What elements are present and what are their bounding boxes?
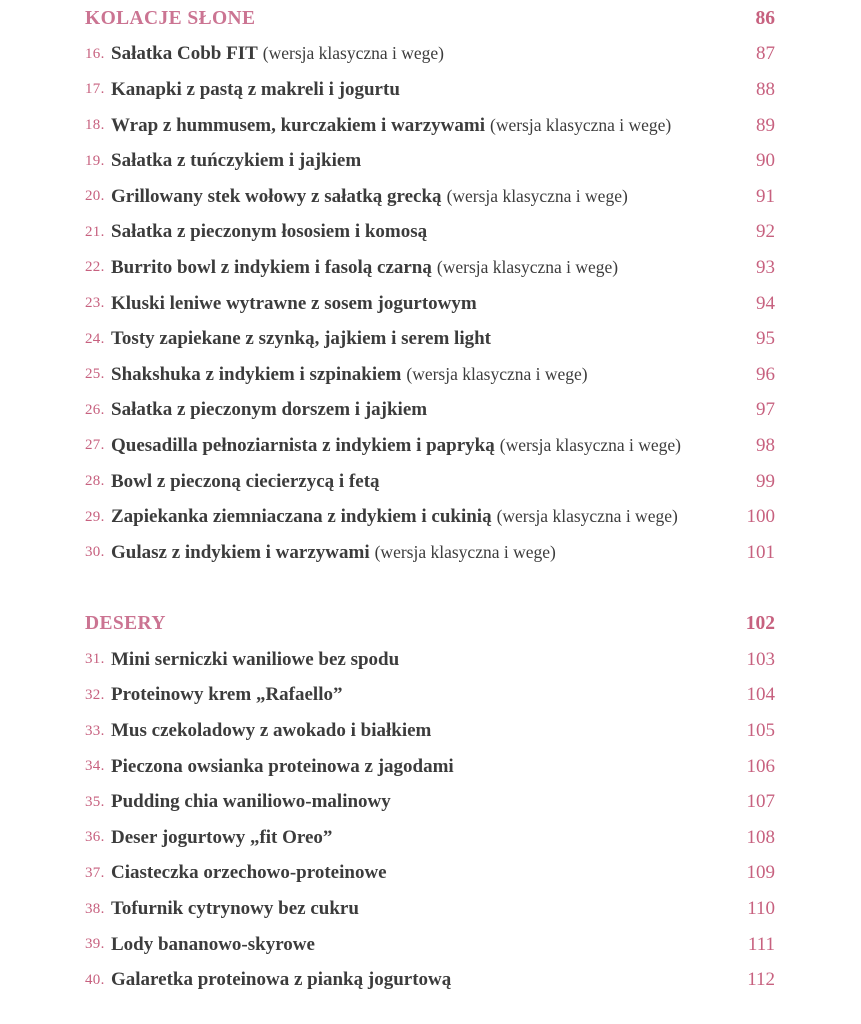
entry-page-number: 97 — [756, 399, 775, 421]
toc-entry — [85, 357, 775, 393]
entry-page-number: 88 — [756, 78, 775, 100]
entry-number: 36. — [85, 829, 105, 846]
toc-entry — [85, 856, 775, 892]
entry-number: 31. — [85, 651, 105, 668]
entry-page-number: 106 — [746, 755, 775, 777]
toc-entry — [85, 179, 775, 215]
entry-title: Kanapki z pastą z makreli i jogurtu — [111, 78, 400, 100]
entry-page-number: 105 — [746, 720, 775, 742]
entry-title: Shakshuka z indykiem i szpinakiem — [111, 363, 402, 385]
toc-entry — [85, 962, 775, 998]
toc-entry — [85, 535, 775, 571]
entry-variant-note: (wersja klasyczna i wege) — [374, 541, 556, 562]
entry-title: Sałatka Cobb FIT — [111, 43, 258, 65]
entry-title-wrap — [111, 79, 748, 101]
entry-title-wrap — [111, 542, 739, 564]
section-title: DESERY — [85, 613, 166, 635]
entry-number: 24. — [85, 330, 105, 347]
entry-title: Tofurnik cytrynowy bez cukru — [111, 898, 359, 920]
entry-title: Pieczona owsianka proteinowa z jagodami — [111, 755, 454, 777]
entry-page-number: 90 — [756, 150, 775, 172]
entry-variant-note: (wersja klasyczna i wege) — [499, 434, 681, 455]
entry-title-wrap — [111, 720, 739, 742]
entry-number: 35. — [85, 793, 105, 810]
entry-title: Bowl z pieczoną ciecierzycą i fetą — [111, 470, 380, 492]
entry-number: 33. — [85, 722, 105, 739]
entry-title: Galaretka proteinowa z pianką jogurtową — [111, 969, 452, 991]
section-items — [85, 37, 775, 571]
entry-page-number: 92 — [756, 221, 775, 243]
toc-entry — [85, 72, 775, 108]
entry-title-wrap — [111, 898, 739, 920]
entry-number: 18. — [85, 117, 105, 134]
entry-title: Burrito bowl z indykiem i fasolą czarną — [111, 256, 432, 278]
section-page-number: 86 — [755, 7, 775, 29]
toc-entry — [85, 215, 775, 251]
entry-number: 26. — [85, 401, 105, 418]
entry-number: 30. — [85, 544, 105, 561]
entry-number: 27. — [85, 437, 105, 454]
entry-variant-note: (wersja klasyczna i wege) — [496, 506, 678, 527]
entry-title-wrap — [111, 257, 748, 279]
toc-entry — [85, 393, 775, 429]
entry-number: 17. — [85, 81, 105, 98]
entry-title: Wrap z hummusem, kurczakiem i warzywami — [111, 114, 485, 136]
entry-variant-note: (wersja klasyczna i wege) — [262, 43, 445, 64]
entry-page-number: 95 — [756, 328, 775, 350]
toc-entry — [85, 749, 775, 785]
entry-title-wrap — [111, 471, 748, 493]
entry-title: Tosty zapiekane z szynką, jajkiem i serem light — [111, 328, 491, 350]
entry-title: Proteinowy krem „Rafaello” — [111, 684, 343, 706]
entry-title-wrap — [111, 293, 748, 315]
toc-section — [85, 607, 775, 999]
entry-page-number: 93 — [756, 256, 775, 278]
entry-number: 34. — [85, 758, 105, 775]
toc-entry — [85, 820, 775, 856]
toc-entry — [85, 678, 775, 714]
entry-title: Zapiekanka ziemniaczana z indykiem i cukinią — [111, 506, 492, 528]
section-header-row — [85, 1, 775, 37]
entry-title: Sałatka z pieczonym łososiem i komosą — [111, 221, 428, 243]
entry-number: 28. — [85, 473, 105, 490]
entry-number: 23. — [85, 295, 105, 312]
entry-page-number: 101 — [746, 541, 775, 563]
entry-title: Kluski leniwe wytrawne z sosem jogurtowym — [111, 292, 477, 314]
entry-title: Deser jogurtowy „fit Oreo” — [111, 826, 333, 848]
toc-entry — [85, 784, 775, 820]
entry-title: Mus czekoladowy z awokado i białkiem — [111, 720, 432, 742]
toc-section — [85, 1, 775, 571]
entry-number: 32. — [85, 686, 105, 703]
entry-page-number: 100 — [746, 506, 775, 528]
toc-entry — [85, 642, 775, 678]
entry-page-number: 96 — [756, 363, 775, 385]
entry-variant-note: (wersja klasyczna i wege) — [446, 185, 628, 206]
toc-entry — [85, 286, 775, 322]
entry-variant-note: (wersja klasyczna i wege) — [406, 363, 588, 384]
entry-title-wrap — [111, 684, 739, 706]
entry-page-number: 94 — [756, 292, 775, 314]
entry-title-wrap — [111, 756, 739, 778]
toc-entry — [85, 713, 775, 749]
entry-number: 20. — [85, 188, 105, 205]
entry-title-wrap — [111, 791, 739, 813]
section-title: KOLACJE SŁONE — [85, 7, 256, 29]
entry-page-number: 109 — [746, 862, 775, 884]
entry-title-wrap — [111, 934, 740, 956]
entry-title-wrap — [111, 150, 748, 172]
entry-title-wrap — [111, 435, 748, 457]
entry-title-wrap — [111, 649, 739, 671]
entry-number: 16. — [85, 45, 105, 62]
toc-entry — [85, 37, 775, 73]
entry-title-wrap — [111, 43, 748, 65]
entry-page-number: 104 — [746, 684, 775, 706]
entry-page-number: 87 — [756, 43, 775, 65]
entry-number: 37. — [85, 864, 105, 881]
entry-title-wrap — [111, 399, 748, 421]
entry-variant-note: (wersja klasyczna i wege) — [490, 114, 672, 135]
entry-page-number: 110 — [747, 898, 775, 920]
entry-title: Lody bananowo-skyrowe — [111, 933, 315, 955]
entry-title-wrap — [111, 186, 748, 208]
toc-entry — [85, 891, 775, 927]
entry-page-number: 91 — [756, 185, 775, 207]
section-items — [85, 642, 775, 998]
entry-number: 40. — [85, 971, 105, 988]
toc-entry — [85, 428, 775, 464]
entry-number: 38. — [85, 900, 105, 917]
entry-number: 25. — [85, 366, 105, 383]
section-header-row — [85, 607, 775, 643]
entry-title-wrap — [111, 364, 748, 386]
entry-title-wrap — [111, 506, 739, 528]
entry-number: 22. — [85, 259, 105, 276]
entry-title: Quesadilla pełnoziarnista z indykiem i papryką — [111, 434, 495, 456]
toc-entry — [85, 321, 775, 357]
entry-title: Sałatka z pieczonym dorszem i jajkiem — [111, 399, 428, 421]
toc-entry — [85, 108, 775, 144]
entry-page-number: 108 — [746, 826, 775, 848]
entry-title-wrap — [111, 328, 748, 350]
entry-number: 21. — [85, 223, 105, 240]
entry-number: 39. — [85, 936, 105, 953]
entry-number: 29. — [85, 508, 105, 525]
entry-page-number: 89 — [756, 114, 775, 136]
toc-sections-container — [85, 1, 775, 998]
toc-entry — [85, 927, 775, 963]
entry-variant-note: (wersja klasyczna i wege) — [436, 256, 619, 277]
entry-title-wrap — [111, 827, 739, 849]
entry-page-number: 112 — [747, 969, 775, 991]
toc-entry — [85, 499, 775, 535]
entry-title: Mini serniczki waniliowe bez spodu — [111, 648, 400, 670]
entry-title-wrap — [111, 221, 748, 243]
entry-title-wrap — [111, 862, 739, 884]
entry-title: Ciasteczka orzechowo-proteinowe — [111, 862, 387, 884]
toc-entry — [85, 250, 775, 286]
toc-entry — [85, 143, 775, 179]
entry-number: 19. — [85, 152, 105, 169]
entry-title: Sałatka z tuńczykiem i jajkiem — [111, 150, 362, 172]
toc-entry — [85, 464, 775, 500]
section-page-number: 102 — [745, 613, 775, 635]
entry-title: Gulasz z indykiem i warzywami — [111, 541, 370, 563]
entry-title-wrap — [111, 115, 748, 137]
entry-title-wrap — [111, 969, 739, 991]
entry-title: Grillowany stek wołowy z sałatką grecką — [111, 185, 442, 207]
entry-page-number: 111 — [747, 933, 775, 955]
entry-page-number: 98 — [756, 434, 775, 456]
entry-page-number: 103 — [746, 648, 775, 670]
entry-page-number: 99 — [756, 470, 775, 492]
entry-page-number: 107 — [746, 791, 775, 813]
entry-title: Pudding chia waniliowo-malinowy — [111, 791, 391, 813]
